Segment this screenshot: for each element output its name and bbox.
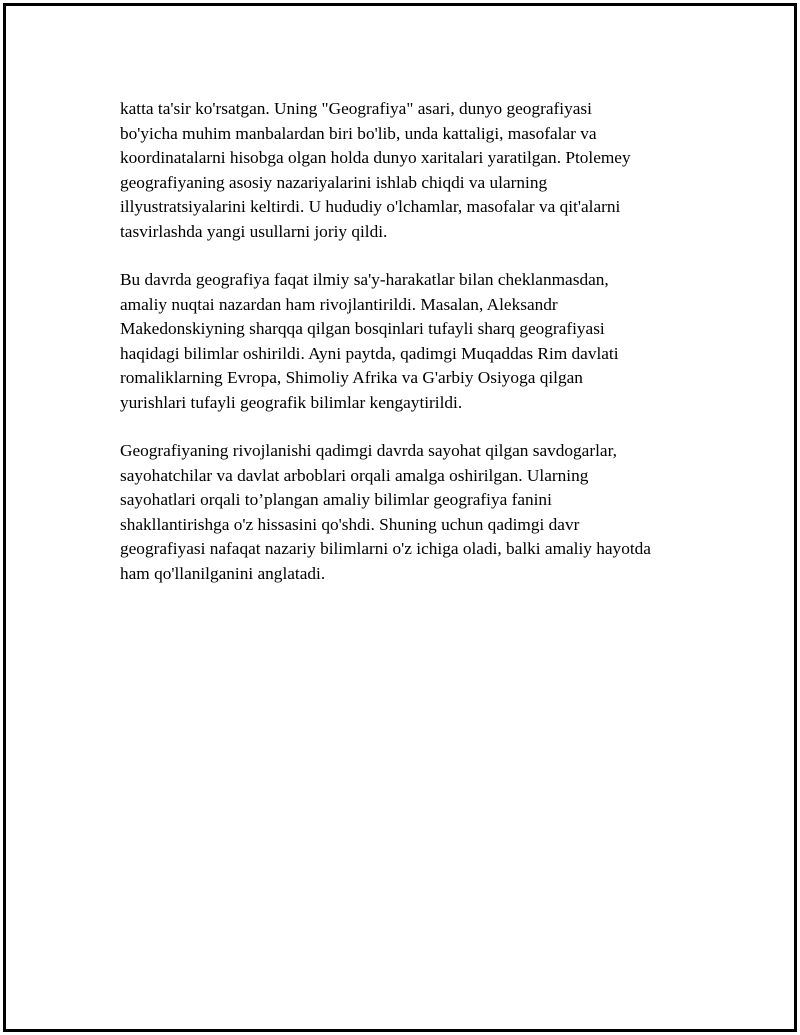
paragraph-line: bo'yicha muhim manbalardan biri bo'lib, unda kattaligi, masofalar va	[120, 123, 597, 143]
paragraph-line: geografiyaning asosiy nazariyalarini ishlab chiqdi va ularning	[120, 172, 548, 192]
paragraph-line: illyustratsiyalarini keltirdi. U hududiy o'lchamlar, masofalar va qit'alarni	[120, 197, 621, 216]
page-frame	[3, 3, 797, 1032]
paragraph-line: sayohatchilar va davlat arboblari orqali amalga oshirilgan. Ularning	[120, 465, 589, 485]
paragraph-line: katta ta'sir ko'rsatgan. Uning "Geografiya" asari, dunyo geografiyasi	[120, 99, 592, 118]
paragraph-line: sayohatlari orqali to’plangan amaliy bilimlar geografiya fanini	[120, 490, 552, 509]
paragraph-2	[120, 268, 720, 415]
paragraph-line: amaliy nuqtai nazardan ham rivojlantirildi. Masalan, Aleksandr	[120, 294, 558, 314]
paragraph-3	[120, 439, 720, 586]
paragraph-line: ham qo'llanilganini anglatadi.	[120, 563, 326, 583]
paragraph-line: Makedonskiyning sharqqa qilgan bosqinlari tufayli sharq geografiyasi	[120, 319, 605, 338]
paragraph-line: tasvirlashda yangi usullarni joriy qildi.	[120, 221, 388, 241]
paragraph-line: romaliklarning Evropa, Shimoliy Afrika va G'arbiy Osiyoga qilgan	[120, 368, 583, 387]
paragraph-line: shakllantirishga o'z hissasini qo'shdi. Shuning uchun qadimgi davr	[120, 514, 580, 534]
paragraph-line: haqidagi bilimlar oshirildi. Ayni paytda, qadimgi Muqaddas Rim davlati	[120, 343, 619, 363]
paragraph-1	[120, 97, 720, 244]
paragraph-line: Geografiyaning rivojlanishi qadimgi davrda sayohat qilgan savdogarlar,	[120, 441, 617, 460]
paragraph-line: koordinatalarni hisobga olgan holda dunyo xaritalari yaratilgan. Ptolemey	[120, 148, 631, 167]
page-content	[120, 97, 720, 610]
paragraph-line: Bu davrda geografiya faqat ilmiy sa'y-harakatlar bilan cheklanmasdan,	[120, 270, 609, 289]
paragraph-line: geografiyasi nafaqat nazariy bilimlarni o'z ichiga oladi, balki amaliy hayotda	[120, 539, 651, 558]
paragraph-line: yurishlari tufayli geografik bilimlar kengaytirildi.	[120, 392, 463, 412]
